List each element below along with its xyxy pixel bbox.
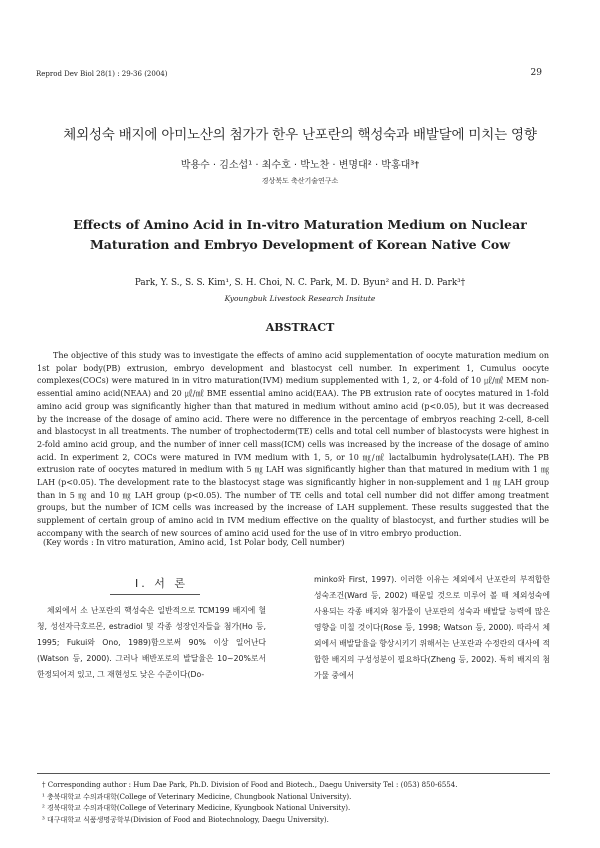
authors-korean: 박용수 · 김소섭¹ · 최수호 · 박노찬 · 변명대² · 박홍대³†	[180, 160, 420, 171]
abstract-body	[37, 350, 549, 541]
footnote-1: ¹ 충북대학교 수의과대학(College of Veterinary Medicine, Chungbook National University).	[42, 792, 352, 801]
title-korean: 체외성숙 배지에 아미노산의 첨가가 한우 난포란의 핵성숙과 배발달에 미치는 영향	[63, 127, 537, 143]
section-heading-introduction: Ⅰ. 서 론	[135, 577, 188, 590]
abstract-paragraph: The objective of this study was to investigate the effects of amino acid supplementation of oocyte maturation medium on 1st polar body(PB) extrusion, embryo development and blastocyst cell number. In experiment 1, Cumulus oocyte complexes(COCs) were matured in in vitro maturation(IVM) medium supplemented with 1, 2, or 4-fold of 10 ㎕/㎖ MEM non-essential amino acid(NEAA) and 20 ㎕/㎖ BME essential amino acid(EAA). The PB extrusion rate of oocytes matured in 1-fold amino acid group was significantly higher than that matured in medium without amino acid (p<0.05), but it was decreased by the increase of the dosage of amino acid. There were no difference in the percentage of embryos reaching 2-cell, 8-cell and blastocyst in all treatments. The number of trophectoderm(TE) cells and total cell number of blastocysts were highest in 2-fold amino acid group, and the number of inner cell mass(ICM) cells was increased by the increase of the dosage of amino acid. In experiment 2, COCs were matured in IVM medium with 1, 5, or 10 ㎎/㎖ lactalbumin hydrolysate(LAH). The PB extrusion rate of oocytes matured in medium with 5 ㎎ LAH was significantly higher than that matured in medium with 1 ㎎ LAH (p<0.05). The development rate to the blastocyst stage was significantly higher in non-supplement and 1 ㎎ LAH group than in 5 ㎎ and 10 ㎎ LAH group (p<0.05). The number of TE cells and total cell number did not differ among treatment groups, but the number of ICM cells was increased by the increase of LAH supplement. These results suggested that the supplement of certain group of amino acid in IVM medium effective on the quality of blastocyst, and further studies will be accompany with the search of new sources of amino acid used for the use of in vitro embryo production.	[37, 351, 549, 538]
page-number: 29	[530, 68, 542, 78]
section-heading-underline	[110, 594, 200, 595]
affiliation-english: Kyoungbuk Livestock Research Insitute	[224, 294, 376, 303]
keywords: (Key words : In vitro maturation, Amino acid, 1st Polar body, Cell number)	[43, 538, 345, 547]
abstract-heading: ABSTRACT	[265, 321, 335, 334]
intro-right-column: minko와 First, 1997). 이러한 이유는 체외에서 난포란의 부적합한 성숙조건(Ward 등, 2002) 때문일 것으로 미루어 볼 때 체외성숙에 사용되는 각종 배지와 첨가물이 난포란의 성숙과 배발달 능력에 많은 영향을 미칠 것이다(Rose 등, 1998; Watson 등, 2000). 따라서 체외에서 배발달율을 향상시키기 위해서는 난포란과 수정란의 대사에 적합한 배지의 구성성분이 필요하다(Zheng 등, 2002). 특히 배지의 첨가물 중에서	[314, 575, 550, 680]
footnote-3: ³ 대구대학교 식품생명공학부(Division of Food and Biotechnology, Daegu University).	[42, 815, 329, 824]
authors-english: Park, Y. S., S. S. Kim¹, S. H. Choi, N. C. Park, M. D. Byun² and H. D. Park³†	[134, 278, 466, 288]
intro-left-column: 체외에서 소 난포란의 핵성숙은 일반적으로 TCM199 배지에 혈청, 성선자극호르몬, estradiol 및 각종 성장인자들을 첨가(Ho 등, 1995; Fukui와 Ono, 1989)함으로써 90% 이상 일어난다(Watson 등, 2000). 그러나 배반포로의 발달율은 10~20%로서 한정되어져 있고, 그 재현성도 낮은 수준이다(Do-	[37, 606, 266, 679]
footnote-divider	[37, 773, 550, 774]
affiliation-korean: 경상북도 축산기술연구소	[261, 177, 339, 185]
footnote-corresponding: † Corresponding author : Hum Dae Park, Ph.D. Division of Food and Biotech., Daegu University Tel : (053) 850-6554.	[42, 781, 458, 789]
title-english: Effects of Amino Acid in In-vitro Maturation Medium on Nuclear Maturation and Embryo Development of Korean Native Cow	[73, 217, 527, 252]
footnote-2: ² 경북대학교 수의과대학(College of Veterinary Medicine, Kyungbook National University).	[42, 804, 351, 812]
footnotes	[42, 780, 550, 826]
journal-citation: Reprod Dev Biol 28(1) : 29-36 (2004)	[36, 70, 168, 78]
